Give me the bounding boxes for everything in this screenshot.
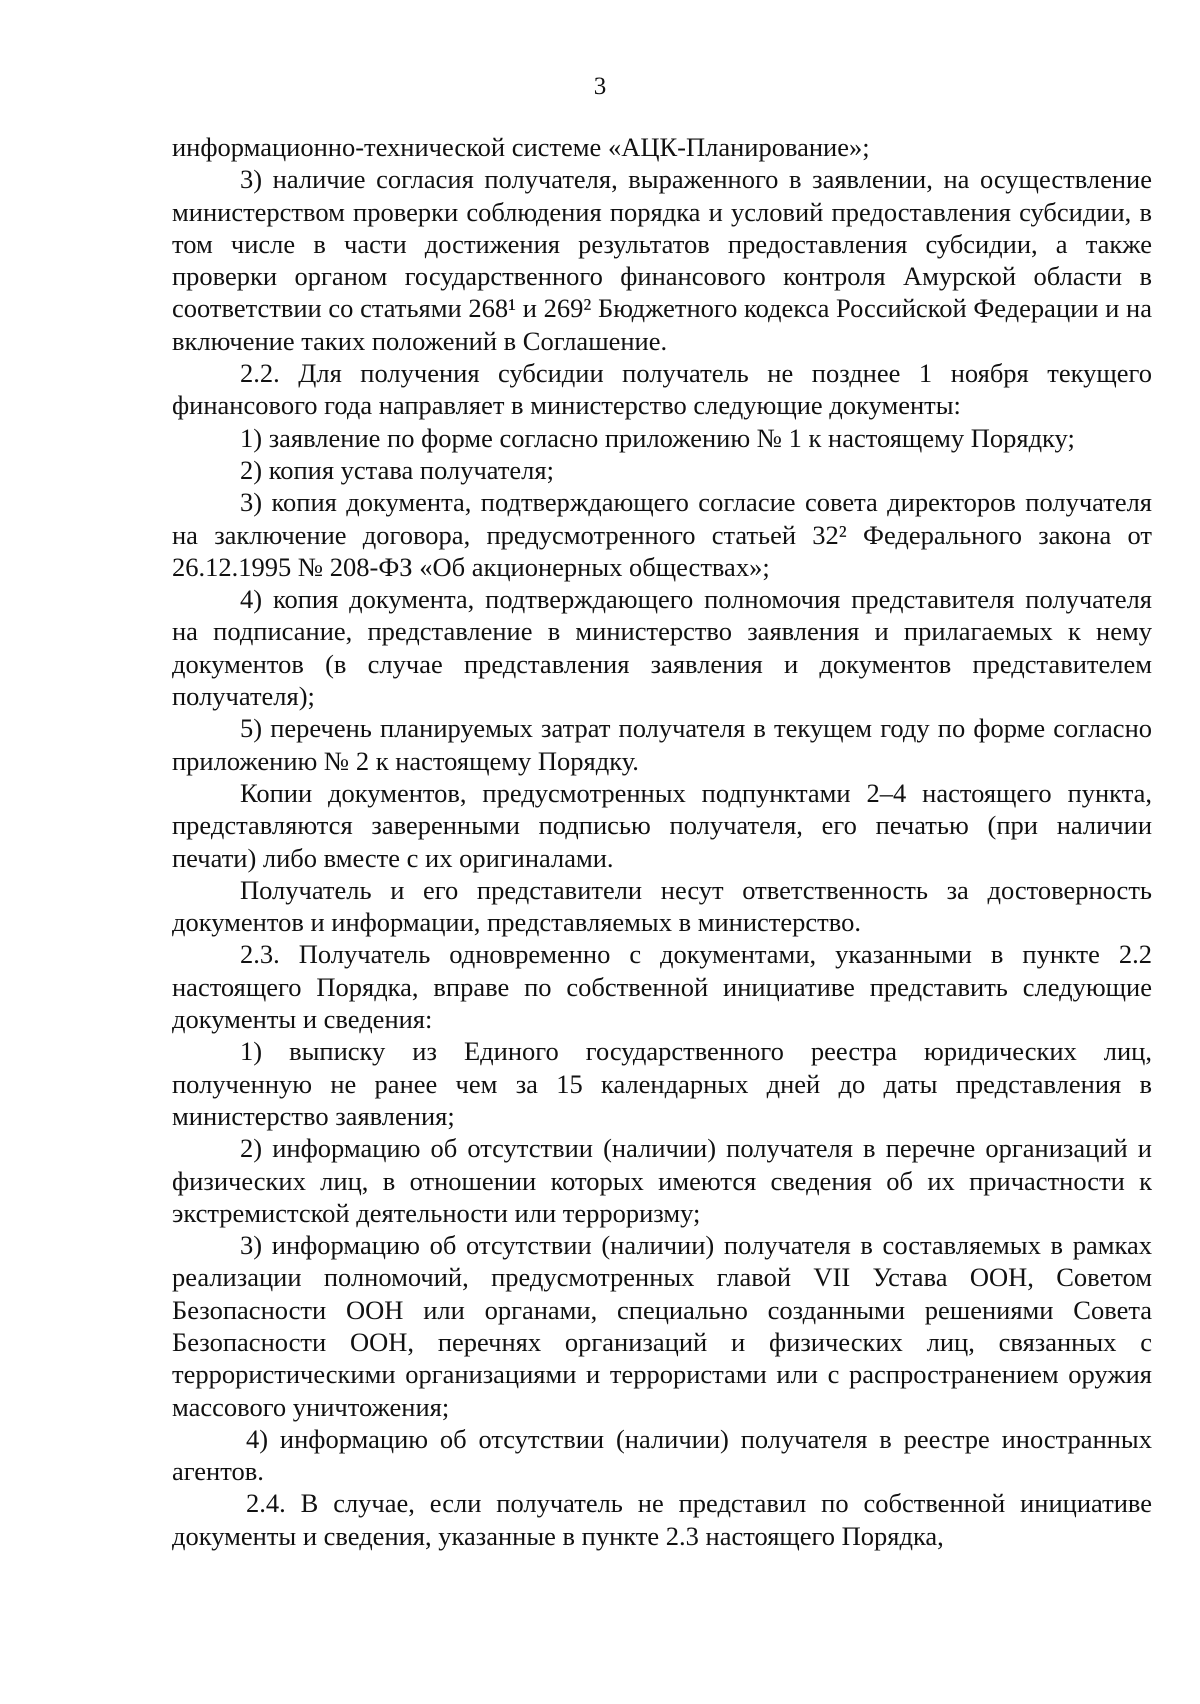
paragraph: 4) копия документа, подтверждающего полномочия представителя получателя на подписание, представление в министерство заявления и прилагаемых к нему документов (в случае представления заявления и документов представителем получателя); (172, 584, 1152, 712)
paragraph: 3) копия документа, подтверждающего согласие совета директоров получателя на заключение договора, предусмотренного статьей 32² Федерального закона от 26.12.1995 № 208-ФЗ «Об акционерных обществах»; (172, 487, 1152, 582)
paragraph: 3) наличие согласия получателя, выраженного в заявлении, на осуществление министерством проверки соблюдения порядка и условий предоставления субсидии, в том числе в части достижения результатов предоставления субсидии, а также проверки органом государственного финансового контроля Амурской области в соответствии со статьями 268¹ и 269² Бюджетного кодекса Российской Федерации и на включение таких положений в Соглашение. (172, 164, 1152, 356)
paragraph: 1) заявление по форме согласно приложению № 1 к настоящему Порядку; (240, 422, 1075, 453)
paragraph: 3) информацию об отсутствии (наличии) получателя в составляемых в рамках реализации полномочий, предусмотренных главой VII Устава ООН, Советом Безопасности ООН или органами, специально созданными решениями Совета Безопасности ООН, перечнях организаций и физических лиц, связанных с террористическими организациями и террористами или с распространением оружия массового уничтожения; (172, 1230, 1152, 1422)
paragraph: 2.4. В случае, если получатель не представил по собственной инициативе документы и сведения, указанные в пункте 2.3 настоящего Порядка, (172, 1488, 1152, 1551)
paragraph: 5) перечень планируемых затрат получателя в текущем году по форме согласно приложению № 2 к настоящему Порядку. (172, 713, 1152, 776)
paragraph: информационно-технической системе «АЦК-Планирование»; (172, 132, 870, 162)
paragraph: 2.3. Получатель одновременно с документами, указанными в пункте 2.2 настоящего Порядка, вправе по собственной инициативе представить следующие документы и сведения: (172, 939, 1152, 1035)
paragraph: 2.2. Для получения субсидии получатель не позднее 1 ноября текущего финансового года направляет в министерство следующие документы: (172, 358, 1152, 421)
document-body (172, 131, 1152, 1552)
paragraph: Получатель и его представители несут ответственность за достоверность документов и информации, представляемых в министерство. (172, 874, 1152, 938)
paragraph: 2) информацию об отсутствии (наличии) получателя в перечне организаций и физических лиц, в отношении которых имеются сведения об их причастности к экстремистской деятельности или терроризму; (172, 1133, 1152, 1228)
paragraph: 1) выписку из Единого государственного реестра юридических лиц, полученную не ранее чем за 15 календарных дней до даты представления в министерство заявления; (172, 1036, 1152, 1131)
paragraph: 2) копия устава получателя; (240, 454, 554, 485)
paragraph: 4) информацию об отсутствии (наличии) получателя в реестре иностранных агентов. (172, 1423, 1152, 1487)
page-number: 3 (593, 73, 607, 100)
paragraph: Копии документов, предусмотренных подпунктами 2–4 настоящего пункта, представляются заверенными подписью получателя, его печатью (при наличии печати) либо вместе с их оригиналами. (172, 777, 1152, 873)
